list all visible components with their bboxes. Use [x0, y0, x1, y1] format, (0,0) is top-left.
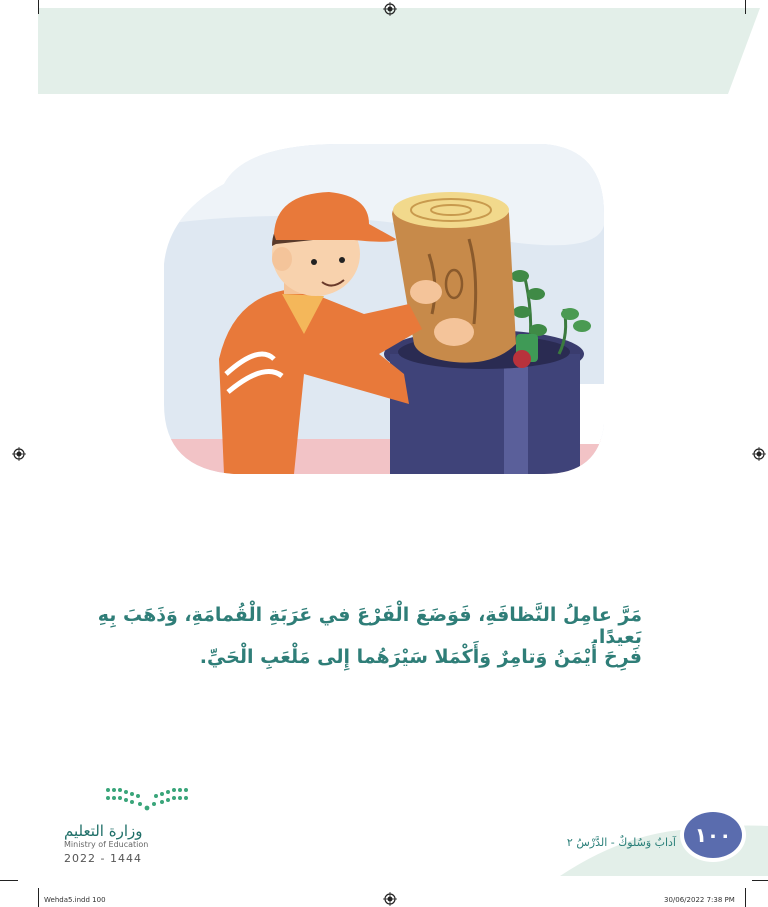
crop-mark — [38, 888, 39, 907]
registration-mark-icon — [752, 447, 766, 461]
print-slug-timestamp: 30/06/2022 7:38 PM — [664, 896, 735, 904]
crop-mark — [38, 0, 39, 14]
ministry-logo-icon — [104, 784, 190, 812]
crop-mark — [745, 888, 746, 907]
lesson-label: آدابٌ وَسُلوكٌ - الدَّرْسُ ٢ — [566, 836, 676, 849]
ministry-year: 2022 - 1444 — [64, 852, 142, 865]
print-slug-file: Wehda5.indd 100 — [44, 896, 106, 904]
illustration-cleaning-worker — [164, 144, 604, 474]
crop-mark — [745, 0, 746, 14]
crop-mark — [0, 880, 18, 881]
registration-mark-icon — [383, 2, 397, 16]
story-line: مَرَّ عامِلُ النَّظافَةِ، فَوَضَعَ الْفَرْعَ في عَرَبَةِ الْقُمامَةِ، وَذَهَبَ بِهِ بَعيدًا. — [97, 604, 642, 648]
registration-mark-icon — [12, 447, 26, 461]
page-number-badge: ١٠٠ — [684, 812, 742, 858]
ministry-name-arabic: وزارة التعليم — [64, 822, 143, 840]
registration-mark-icon — [383, 892, 397, 906]
ministry-name-english: Ministry of Education — [64, 840, 149, 849]
crop-mark — [752, 880, 768, 881]
story-line: فَرِحَ أَيْمَنُ وَتامِرٌ وَأَكْمَلا سَيْرَهُما إِلى مَلْعَبِ الْحَيِّ. — [199, 646, 642, 668]
header-band — [38, 8, 760, 94]
